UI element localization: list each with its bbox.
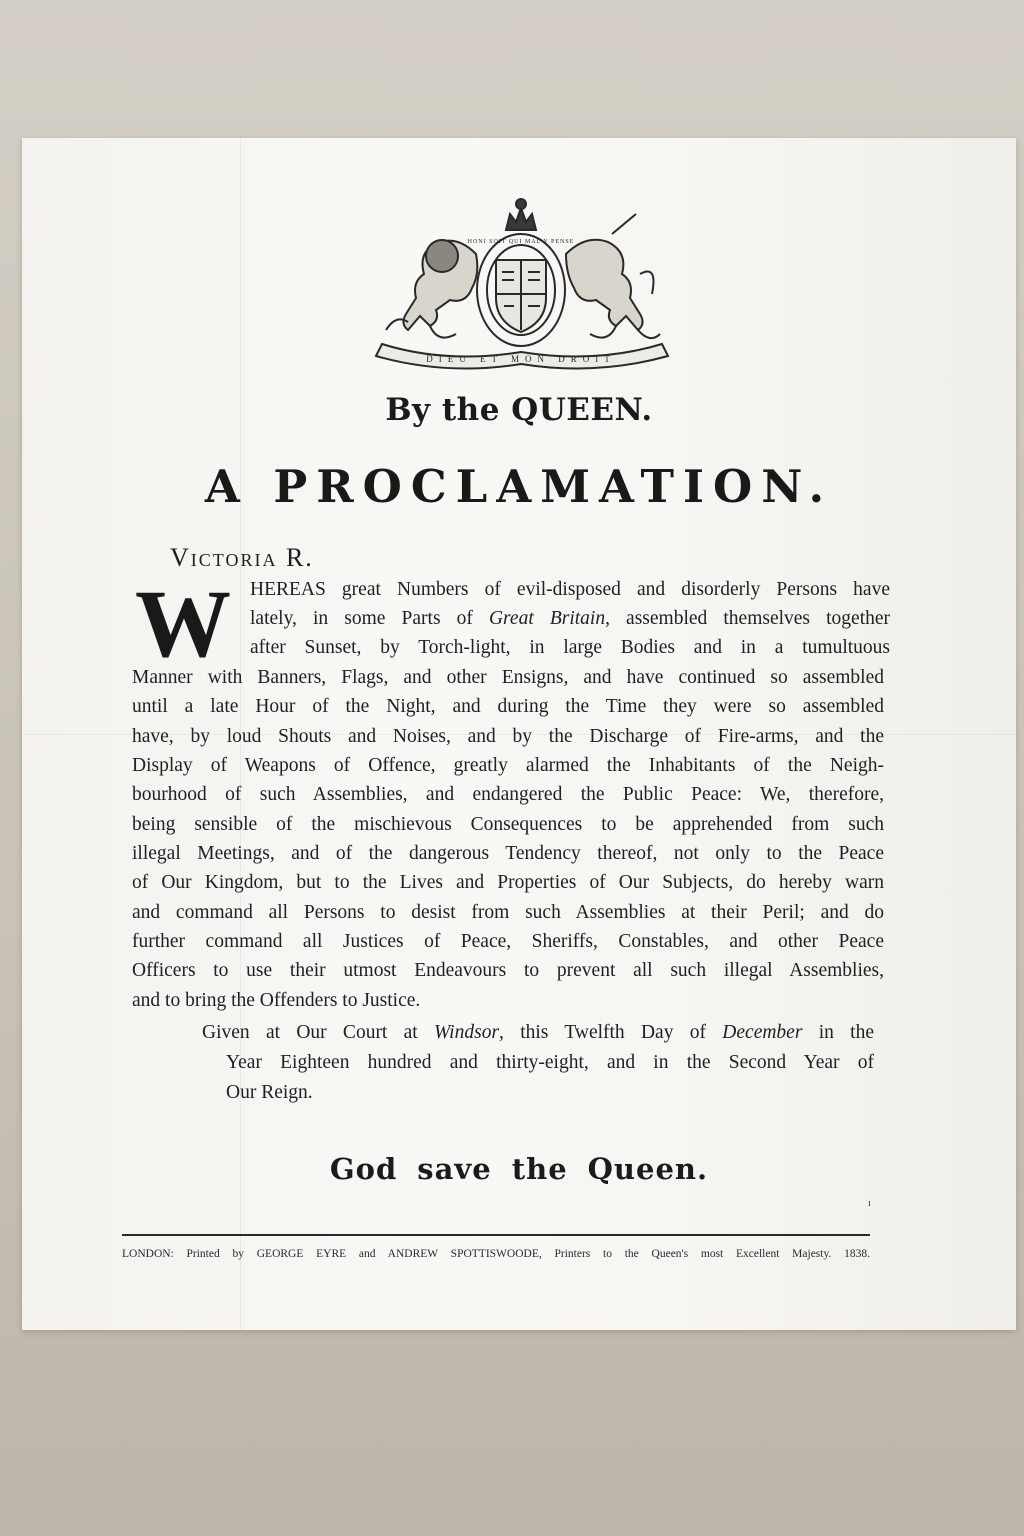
motto-ribbon-text: DIEU ET MON DROIT [426,354,616,364]
horizontal-rule [122,1234,870,1236]
body-line: after Sunset, by Torch-light, in large Bodies and in a tumultuous [250,637,890,658]
body-line: HEREAS great Numbers of evil-disposed and disorderly Persons have [250,579,890,600]
body-line: Display of Weapons of Offence, greatly alarmed the Inhabitants of the Neigh- [132,755,884,776]
given-line: Given at Our Court at Windsor, this Twelfth Day of December in the [202,1022,874,1043]
body-line: Manner with Banners, Flags, and other Ensigns, and have continued so assembled [132,667,884,688]
body-line: of Our Kingdom, but to the Lives and Properties of Our Subjects, do hereby warn [132,872,884,893]
body-line: being sensible of the mischievous Consequences to be apprehended from such [132,814,884,835]
body-line: and command all Persons to desist from such Assemblies at their Peril; and do [132,902,884,923]
given-line: Year Eighteen hundred and thirty-eight, and in the Second Year of [226,1052,874,1073]
body-line: bourhood of such Assemblies, and endangered the Public Peace: We, therefore, [132,784,884,805]
body-line: have, by loud Shouts and Noises, and by the Discharge of Fire-arms, and the [132,726,884,747]
given-line: Our Reign. [226,1082,313,1103]
closing-god-save-the-queen: God save the Queen. [329,1152,709,1186]
body-line: Officers to use their utmost Endeavours to prevent all such illegal Assemblies, [132,960,884,981]
body-line: and to bring the Offenders to Justice. [132,990,421,1011]
royal-coat-of-arms-icon [346,194,696,374]
drop-cap-initial: W [135,570,231,677]
royal-signature-victoria-r: Victoria R. [170,543,314,572]
heading-by-the-queen: By the QUEEN. [385,392,653,428]
body-line: illegal Meetings, and of the dangerous Tendency thereof, not only to the Peace [132,843,884,864]
body-line: lately, in some Parts of Great Britain, assembled themselves together [250,608,891,629]
body-line: until a late Hour of the Night, and during the Time they were so assembled [132,696,884,717]
proclamation-sheet [22,138,1016,1330]
heading-proclamation: A PROCLAMATION. [204,460,834,513]
garter-motto-text: HONI SOIT QUI MAL Y PENSE [467,239,575,245]
printer-imprint: LONDON: Printed by GEORGE EYRE and ANDREW SPOTTISWOODE, Printers to the Queen's most Excellent Majesty. 1838. [122,1248,870,1260]
body-line: further command all Justices of Peace, Sheriffs, Constables, and other Peace [132,931,884,952]
printer-mark: ı [868,1198,871,1209]
